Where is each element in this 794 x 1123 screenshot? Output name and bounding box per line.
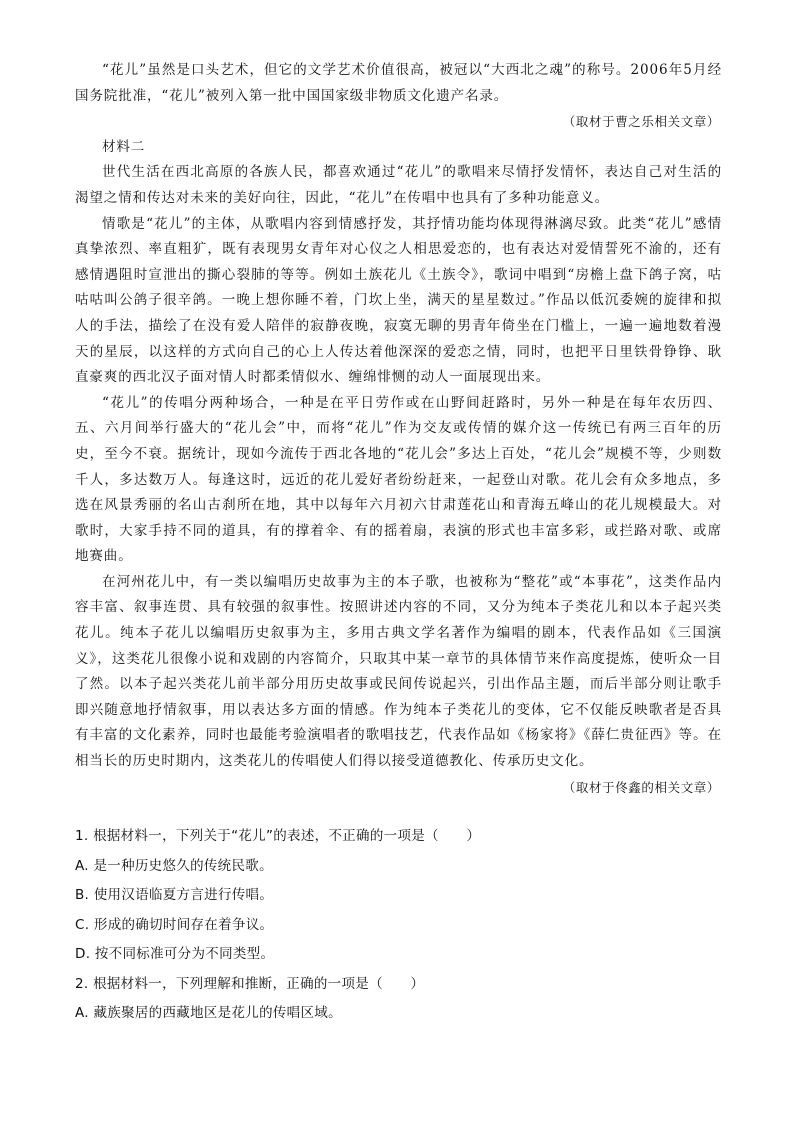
question-1-option-a: A. 是一种历史悠久的传统民歌。 (75, 857, 273, 874)
material-two-paragraph-3: “花儿”的传唱分两种场合，一种是在平日劳作或在山野间赶路时，另外一种是在每年农历四、五、六月间举行盛大的“花儿会”中，而将“花儿”作为交友或传情的媒介这一传统已有两三百年的历史，至今不衰。据统计，现如今流传于西北各地的“花儿会”多达上百处，“花儿会”规模不等，少则数千人，多达数万人。每逢这时，远近的花儿爱好者纷纷赶来，一起登山对歌。花儿会有众多地点，多选在风景秀丽的名山古刹所在地，其中以每年六月初六甘肃莲花山和青海五峰山的花儿规模最大。对歌时，大家手持不同的道具，有的撑着伞、有的摇着扇，表演的形式也丰富多彩，或拦路对歌、或席地赛曲。 (75, 394, 722, 565)
material-two-heading: 材料二 (102, 138, 146, 155)
question-2-option-a: A. 藏族聚居的西藏地区是花儿的传唱区域。 (75, 1005, 342, 1021)
question-1-stem: 1. 根据材料一，下列关于“花儿”的表述，不正确的一项是（ ） (75, 828, 481, 844)
question-1-option-c: C. 形成的确切时间存在着争议。 (75, 916, 274, 933)
question-1-option-d: D. 按不同标准可分为不同类型。 (75, 946, 275, 962)
question-2-stem: 2. 根据材料一，下列理解和推断，正确的一项是（ ） (75, 975, 425, 992)
material-two-source: （取材于佟鑫的相关文章） (562, 779, 720, 795)
reading-passage (75, 58, 722, 800)
material-two-paragraph-1: 世代生活在西北高原的各族人民，都喜欢通过“花儿”的歌唱来尽情抒发情怀，表达自己对生活的渴望之情和传达对未来的美好向往，因此，“花儿”在传唱中也具有了多种功能意义。 (75, 164, 722, 206)
question-section (75, 822, 722, 1029)
question-1-option-b: B. 使用汉语临夏方言进行传唱。 (75, 887, 274, 903)
material-two-paragraph-4: 在河州花儿中，有一类以编唱历史故事为主的本子歌，也被称为“整花”或“本事花”，这类作品内容丰富、叙事连贯、具有较强的叙事性。按照讲述内容的不同，又分为纯本子类花儿和以本子起兴类花儿。纯本子花儿以编唱历史叙事为主，多用古典文学名著作为编唱的剧本，代表作品如《三国演义》，这类花儿很像小说和戏剧的内容简介，只取其中某一章节的具体情节来作高度提炼，使听众一目了然。以本子起兴类花儿前半部分用历史故事或民间传说起兴，引出作品主题，而后半部分则让歌手即兴随意地抒情叙事，用以表达多方面的情感。作为纯本子类花儿的变体，它不仅能反映歌者是否具有丰富的文化素养，同时也最能考验演唱者的歌唱技艺，代表作品如《杨家将》《薛仁贵征西》等。在相当长的历史时期内，这类花儿的传唱使人们得以接受道德教化、传承历史文化。 (75, 573, 722, 770)
material-one-source: （取材于曹之乐相关文章） (562, 114, 720, 130)
material-one-tail-paragraph: “花儿”虽然是口头艺术，但它的文学艺术价值很高，被冠以“大西北之魂”的称号。2006年5月经国务院批准，“花儿”被列入第一批中国国家级非物质文化遗产名录。 (75, 62, 722, 104)
material-two-paragraph-2: 情歌是“花儿”的主体，从歌唱内容到情感抒发，其抒情功能均体现得淋漓尽致。此类“花儿”感情真挚浓烈、率直粗犷，既有表现男女青年对心仪之人相思爱恋的，也有表达对爱情誓死不渝的，还有感情遇阻时宣泄出的撕心裂肺的等等。例如土族花儿《土族令》，歌词中唱到“房檐上盘下鸽子窝，咕咕咕叫公鸽子很辛鸽。一晚上想你睡不着，门坎上坐，满天的星星数过。”作品以低沉委婉的旋律和拟人的手法，描绘了在没有爱人陪伴的寂静夜晚，寂寞无聊的男青年倚坐在门槛上，一遍一遍地数着漫天的星辰，以这样的方式向自己的心上人传达着他深深的爱恋之情，同时，也把平日里铁骨铮铮、耿直豪爽的西北汉子面对情人时都柔情似水、缠绵悱恻的动人一面展现出来。 (75, 215, 722, 386)
